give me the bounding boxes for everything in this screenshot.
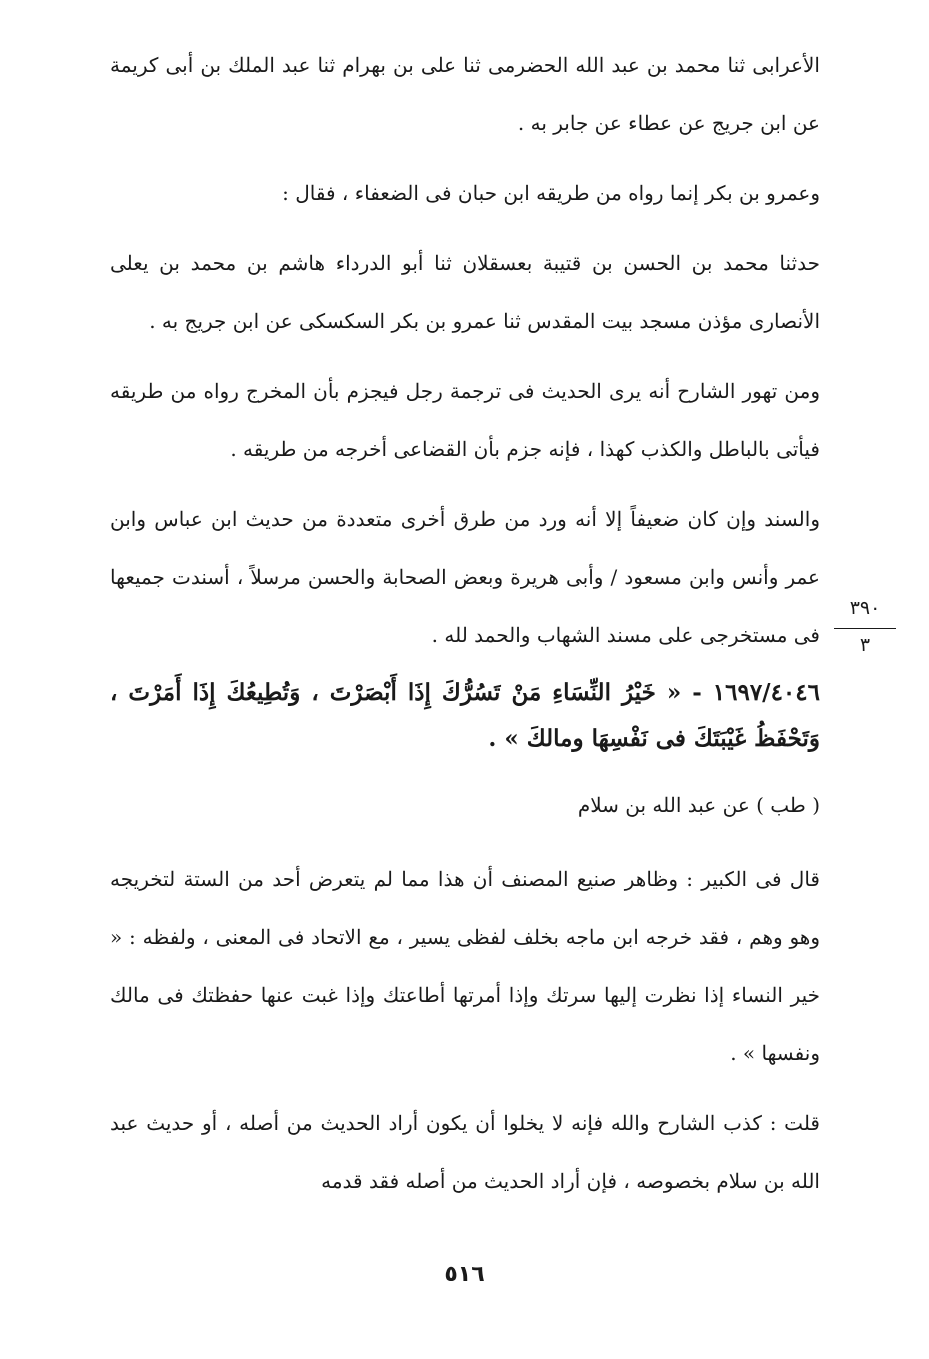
hadith-text: ١٦٩٧/٤٠٤٦ - « خَيْرُ النِّسَاءِ مَنْ تَسُرُّكَ إِذَا أَبْصَرْتَ ، وَتُطِيعُكَ إِذَا أَمَرْتَ ، وَتَحْفَظُ غَيْبَتَكَ فى نَفْسِهَا ومالكَ » .: [110, 679, 820, 752]
paragraph-qultu: قلت : كذب الشارح والله فإنه لا يخلوا أن يكون أراد الحديث من أصله ، أو حديث عبد الله بن سلام بخصوصه ، فإن أراد الحديث من أصله فقد قدمه: [110, 1111, 820, 1193]
paragraph-sharih-critique: ومن تهور الشارح أنه يرى الحديث فى ترجمة رجل فيجزم بأن المخرج رواه من طريقه فيأتى بالباطل والكذب كهذا ، فإنه جزم بأن القضاعى أخرجه من طريقه .: [110, 379, 820, 461]
margin-divider: [834, 628, 896, 629]
margin-volume-number: ٣: [859, 634, 871, 656]
main-text-column: [110, 36, 820, 1210]
margin-volume-page-reference: [834, 594, 896, 657]
paragraph-isnad-continuation: الأعرابى ثنا محمد بن عبد الله الحضرمى ثنا على بن بهرام ثنا عبد الملك بن أبى كريمة عن ابن جريج عن عطاء عن جابر به .: [110, 53, 820, 135]
margin-page-number: ٣٩٠: [849, 597, 881, 619]
paragraph-ibn-hibban-isnad: حدثنا محمد بن الحسن بن قتيبة بعسقلان ثنا أبو الدرداء هاشم بن محمد بن يعلى الأنصارى مؤذن مسجد بيت المقدس ثنا عمرو بن بكر السكسكى عن ابن جريج به .: [110, 251, 820, 333]
page-number: ٥١٦: [444, 1262, 485, 1287]
paragraph-amr-ibn-bakr: وعمرو بن بكر إنما رواه من طريقه ابن حبان فى الضعفاء ، فقال :: [282, 181, 820, 205]
paragraph-al-kabir: قال فى الكبير : وظاهر صنيع المصنف أن هذا مما لم يتعرض أحد من الستة لتخريجه وهو وهم ، فقد خرجه ابن ماجه بخلف لفظى يسير ، مع الاتحاد فى المعنى ، ولفظه : « خير النساء إذا نظرت إليها سرتك وإذا أمرتها أطاعتك وإذا غبت عنها حفظتك فى مالك ونفسها » .: [110, 867, 820, 1065]
hadith-source: ( طب ) عن عبد الله بن سلام: [577, 793, 820, 817]
paragraph-other-routes: والسند وإن كان ضعيفاً إلا أنه ورد من طرق أخرى متعددة من حديث ابن عباس وابن عمر وأنس وابن مسعود / وأبى هريرة وبعض الصحابة والحسن مرسلاً ، أسندت جميعها فى مستخرجى على مسند الشهاب والحمد لله .: [110, 507, 820, 647]
